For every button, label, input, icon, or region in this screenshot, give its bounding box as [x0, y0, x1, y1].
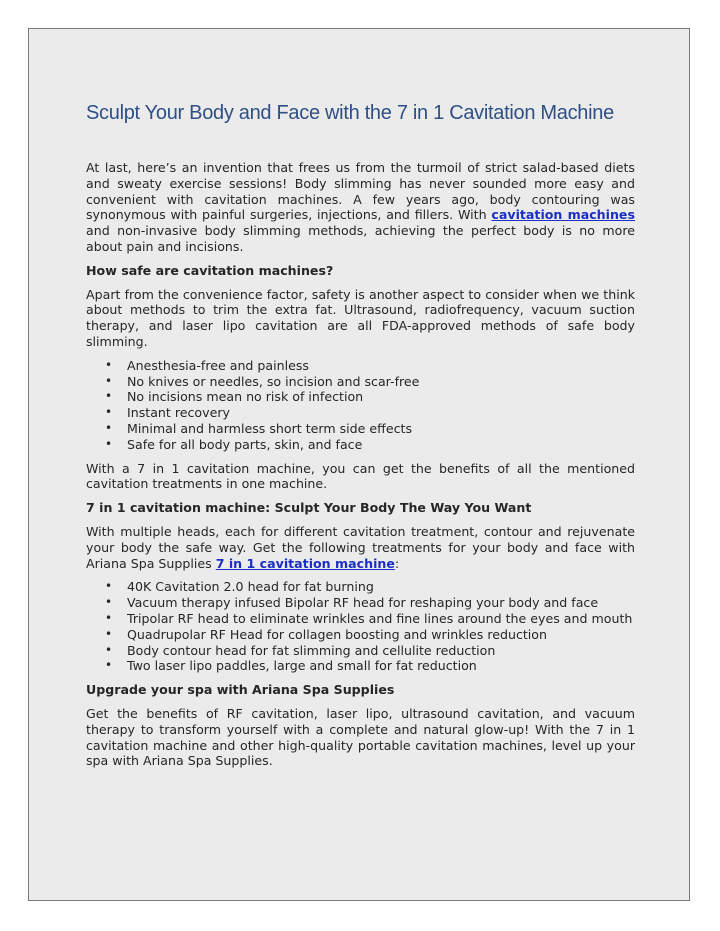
list-item — [105, 436, 635, 453]
treatment-bullet-list — [86, 579, 635, 674]
safety-bullet-list — [86, 358, 635, 453]
list-item-text: Instant recovery — [127, 405, 230, 421]
intro-text-start: At last, here’s an invention that frees us from the turmoil of strict salad-based diets and sweaty exercise sessions! Body slimming has never sounded more easy and convenient with cavitation machines. A few years ago, body contouring was synonymous with painful surgeries, injections, and fillers. With — [86, 160, 635, 223]
bullet-icon: • — [105, 389, 113, 404]
list-item — [105, 405, 635, 421]
list-item — [105, 579, 635, 595]
bullet-icon: • — [105, 595, 113, 610]
seven-in-one-machine-link[interactable]: 7 in 1 cavitation machine — [215, 555, 395, 571]
list-item — [105, 626, 635, 643]
section-heading-upgrade: Upgrade your spa with Ariana Spa Supplies — [86, 682, 395, 698]
list-item — [105, 389, 635, 405]
list-item — [105, 642, 635, 659]
sculpt-text-end: : — [394, 555, 400, 571]
bullet-icon: • — [105, 610, 113, 625]
sculpt-text-start: With multiple heads, each for different cavitation treatment, contour and rejuvenate your body the safe way. Get the following treatments for your body and face with Ariana Spa Supplies — [86, 523, 635, 571]
list-item-text: Tripolar RF head to eliminate wrinkles and fine lines around the eyes and mouth — [127, 610, 633, 626]
bullet-icon: • — [105, 658, 113, 673]
bullet-icon: • — [105, 436, 113, 451]
list-item — [105, 420, 635, 437]
list-item-text: Body contour head for fat slimming and cellulite reduction — [127, 642, 496, 658]
list-item-text: Safe for all body parts, skin, and face — [127, 436, 363, 452]
list-item — [105, 373, 635, 390]
bullet-icon: • — [105, 420, 113, 435]
list-item-text: No incisions mean no risk of infection — [127, 389, 364, 405]
safety-closing-paragraph: With a 7 in 1 cavitation machine, you can get the benefits of all the mentioned cavitation treatments in one machine. — [86, 460, 635, 492]
bullet-icon: • — [105, 357, 113, 372]
cavitation-machines-link[interactable]: cavitation machines — [491, 207, 635, 223]
list-item — [105, 357, 635, 374]
section-heading-sculpt: 7 in 1 cavitation machine: Sculpt Your Body The Way You Want — [86, 500, 532, 516]
list-item — [105, 658, 635, 674]
intro-paragraph — [86, 160, 635, 255]
sculpt-paragraph — [86, 524, 635, 571]
list-item-text: 40K Cavitation 2.0 head for fat burning — [127, 579, 374, 595]
list-item — [105, 595, 635, 611]
list-item-text: Vacuum therapy infused Bipolar RF head for reshaping your body and face — [127, 595, 599, 611]
safety-paragraph: Apart from the convenience factor, safety is another aspect to consider when we think about methods to trim the extra fat. Ultrasound, radiofrequency, vacuum suction therapy, and laser lipo cavitation are all FDA-approved methods of safe body slimming. — [86, 286, 635, 349]
bullet-icon: • — [105, 373, 113, 388]
list-item-text: Minimal and harmless short term side effects — [127, 420, 413, 436]
document-title: Sculpt Your Body and Face with the 7 in 1 Cavitation Machine — [86, 102, 614, 124]
document-body — [86, 100, 635, 777]
upgrade-paragraph: Get the benefits of RF cavitation, laser lipo, ultrasound cavitation, and vacuum therapy to transform yourself with a complete and natural glow-up! With the 7 in 1 cavitation machine and other high-quality portable cavitation machines, level up your spa with Ariana Spa Supplies. — [86, 705, 635, 769]
list-item-text: Two laser lipo paddles, large and small for fat reduction — [127, 658, 477, 674]
intro-text-end: and non-invasive body slimming methods, achieving the perfect body is no more about pain and incisions. — [86, 223, 635, 254]
list-item-text: No knives or needles, so incision and scar-free — [127, 373, 420, 389]
list-item — [105, 610, 635, 627]
list-item-text: Quadrupolar RF Head for collagen boosting and wrinkles reduction — [127, 626, 547, 642]
bullet-icon: • — [105, 642, 113, 657]
bullet-icon: • — [105, 405, 113, 420]
bullet-icon: • — [105, 579, 113, 594]
section-heading-safety: How safe are cavitation machines? — [86, 262, 334, 278]
list-item-text: Anesthesia-free and painless — [127, 357, 309, 373]
bullet-icon: • — [105, 626, 113, 641]
